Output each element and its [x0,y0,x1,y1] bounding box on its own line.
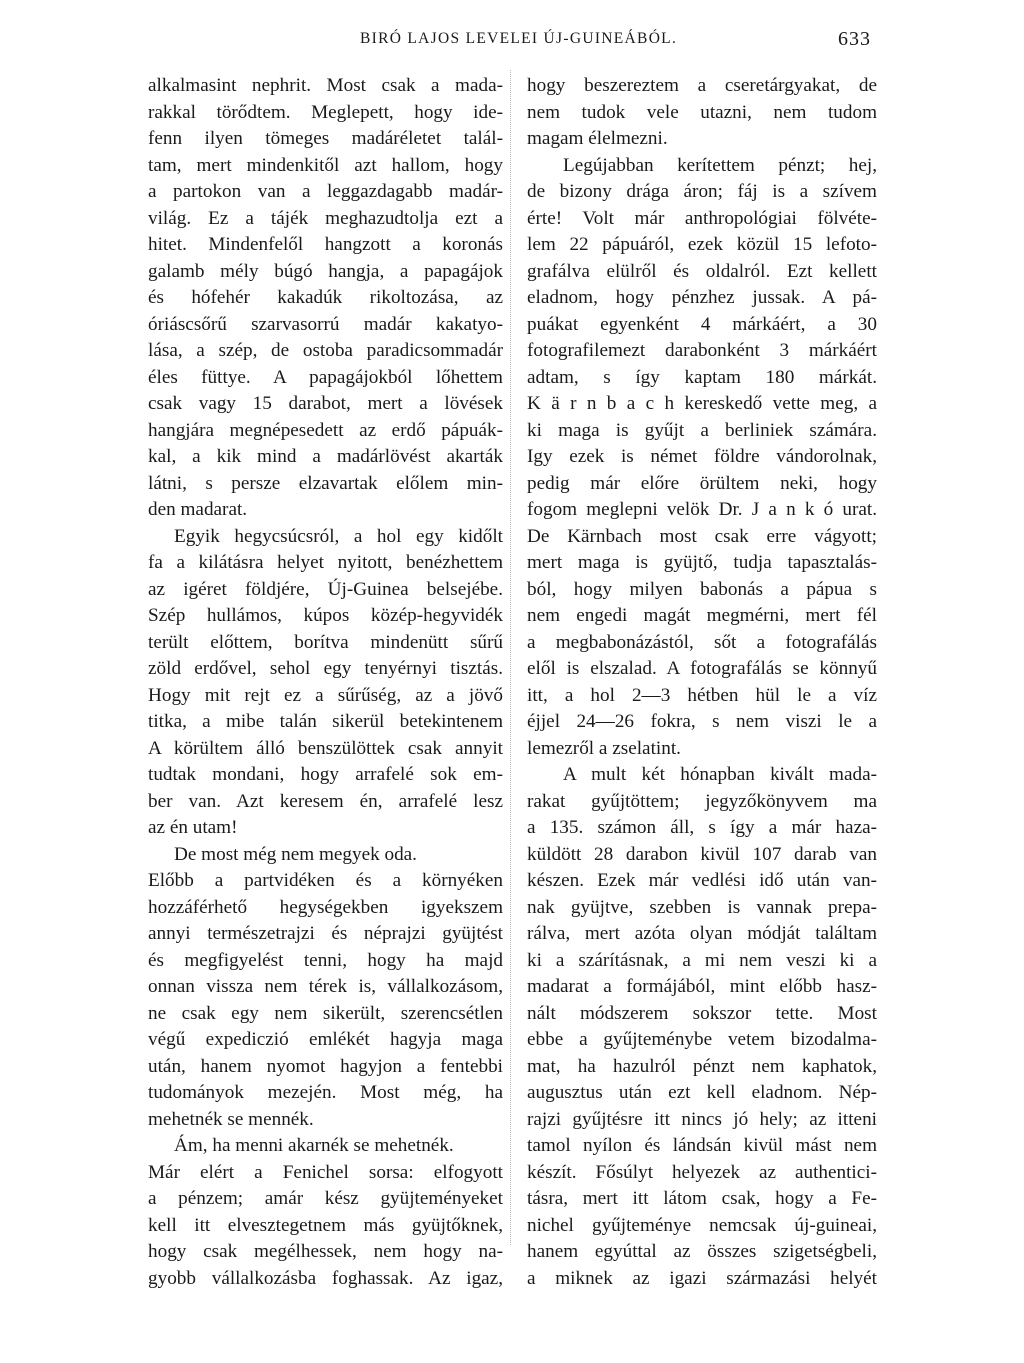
text-line: Legújabban kerítettem pénzt; hej, [563,154,877,176]
text-line: ból, hogy milyen babonás a pápua s [527,578,877,600]
text-line: annyi természetrajzi és néprajzi gyüjtést [148,923,503,944]
text-line: Előbb a partvidéken és a környéken [148,870,503,891]
text-line: elől is elszalad. A fotografálás se könnyű [527,658,877,679]
running-head-title: BIRÓ LAJOS LEVELEI ÚJ-GUINEÁBÓL. [360,30,678,47]
text-line: után, hanem nyomot hagyjon a fentebbi [148,1055,503,1077]
text-line: a miknek az igazi származási helyét [527,1267,877,1289]
running-head [0,30,1024,54]
text-line: hanem egyúttal az összes szigetségbeli, [527,1241,877,1262]
text-line: és hófehér kakadúk rikoltozása, az [148,287,503,308]
text-line: éles füttye. A papagájokból lőhettem [148,366,503,388]
text-line: madarat a formájából, mint előbb hasz- [527,976,877,997]
text-line: A mult két hónapban kivált mada- [563,764,877,785]
text-line: augusztus után ezt kell eladnom. Nép- [527,1082,877,1103]
text-line: végű expediczió emlékét hagyja maga [148,1029,503,1050]
text-line: látni, s persze elzavartak előlem min- [148,472,503,494]
text-line: óriáscsőrű szarvasorrú madár kakatyo- [148,313,503,335]
text-line: eladnom, hogy pénzhez jussak. A pá- [527,287,877,308]
text-line: titka, a mibe talán sikerül betekintenem [148,711,503,732]
text-line: gyobb vállalkozásba foghassak. Az igaz, [148,1267,503,1289]
text-line: érte! Volt már anthropológiai fölvéte- [527,207,877,229]
page-number: 633 [838,28,871,50]
text-line: küldött 28 darabon kivül 107 darab van [527,843,877,865]
text-line: ber van. Azt keresem én, arrafelé lesz [148,790,503,812]
text-line: fogom meglepni velök Dr. J a n k ó urat. [527,499,877,520]
text-line: csak vagy 15 darabot, mert a lövések [148,393,503,414]
text-line: den madarat. [148,499,248,520]
text-line: ebbe a gyűjteménybe vetem bizodalma- [527,1029,877,1050]
text-line: ne csak egy nem sikerült, szerencsétlen [148,1002,503,1024]
text-line: éjjel 24—26 fokra, s nem viszi le a [527,711,877,732]
text-line: hozzáférhető hegységekben igyekszem [148,896,503,918]
text-line: de bizony drága áron; fáj is a szívem [527,181,877,202]
text-line: lemezről a zselatint. [527,737,681,759]
left-column [148,73,503,1292]
column-divider [510,70,512,1245]
text-line: világ. Ez a tájék meghazudtolja ezt a [148,207,503,229]
text-line: terült előttem, borítva mindenütt sűrű [148,631,503,653]
text-line: készen. Ezek már vedlési idő után van- [527,870,877,891]
text-line: mat, ha hazulról pénzt nem kaphatok, [527,1055,877,1077]
text-line: K ä r n b a c h kereskedő vette meg, a [527,393,877,414]
text-line: nem tudok vele utazni, nem tudom [527,101,877,123]
text-line: a partokon van a leggazdagabb madár- [148,181,503,202]
text-line: az én utam! [148,817,238,838]
text-line: adtam, s így kaptam 180 márkát. [527,366,877,388]
text-line: kal, a kik mind a madárlövést akarták [148,446,503,467]
text-line: hangjára megnépesedett az erdő pápuák- [148,419,503,441]
right-column [527,73,877,1292]
text-line: magam élelmezni. [527,128,668,149]
text-line: A körültem álló benszülöttek csak annyit [148,737,503,759]
text-line: mehetnék se mennék. [148,1108,314,1130]
text-line: tudományok mezején. Most még, ha [148,1082,503,1103]
text-line: grafálva elülről és oldalról. Ezt kellett [527,260,877,282]
text-line: hogy beszereztem a cseretárgyakat, de [527,75,877,96]
text-line: itt, a hol 2—3 hétben hül le a víz [527,684,877,706]
text-line: és megfigyelést tenni, hogy ha majd [148,949,503,971]
text-line: nált módszerem sokszor tette. Most [527,1002,877,1024]
text-line: hitet. Mindenfelől hangzott a koronás [148,234,503,255]
text-line: készít. Fősúlyt helyezek az authentici- [527,1161,877,1183]
text-line: tásra, mert itt látom csak, hogy a Fe- [527,1188,877,1209]
text-line: Hogy mit rejt ez a sűrűség, az a jövő [148,684,503,706]
text-line: De Kärnbach most csak erre vágyott; [527,525,877,547]
text-line: Már elért a Fenichel sorsa: elfogyott [148,1161,503,1183]
text-line: kell itt elvesztegetnem más gyüjtőknek, [148,1214,503,1236]
text-line: lása, a szép, de ostoba paradicsommadár [148,340,503,361]
text-line: alkalmasint nephrit. Most csak a mada- [148,75,503,96]
text-line: az igéret földjére, Új-Guinea belsejébe. [148,578,503,600]
text-line: fenn ilyen tömeges madáréletet talál- [148,128,503,149]
text-line: Egyik hegycsúcsról, a hol egy kidőlt [174,525,503,547]
text-line: nichel gyűjteménye nemcsak új-guineai, [527,1214,877,1236]
text-line: fa a kilátásra helyet nyitott, benézhettem [148,552,503,573]
text-line: ki a szárításnak, a mi nem veszi ki a [527,949,877,971]
text-line: a megbabonázástól, sőt a fotografálás [527,631,877,653]
text-line: galamb mély búgó hangja, a papagájok [148,260,503,282]
text-line: puákat egyenként 4 márkáért, a 30 [527,313,877,335]
text-line: rajzi gyűjtésre itt nincs jó hely; az itteni [527,1108,877,1130]
text-line: nem engedi magát megmérni, mert fél [527,605,877,626]
text-line: pedig már előre örültem neki, hogy [527,472,877,494]
text-line: rakat gyűjtöttem; jegyzőkönyvem ma [527,790,877,812]
text-line: a pénzem; amár kész gyüjteményeket [148,1188,503,1209]
text-line: tam, mert mindenkitől azt hallom, hogy [148,154,503,176]
text-line: nak gyüjtve, szebben is vannak prepa- [527,896,877,918]
text-line: fotografilemezt darabonként 3 márkáért [527,340,877,361]
text-line: Szép hullámos, kúpos közép-hegyvidék [148,605,503,626]
text-line: Igy ezek is német földre vándorolnak, [527,446,877,467]
text-line: tamol nyílon és lándsán kivül mást nem [527,1135,877,1156]
text-line: tudtak mondani, hogy arrafelé sok em- [148,764,503,785]
text-line: Ám, ha menni akarnék se mehetnék. [174,1135,454,1156]
text-line: hogy csak megélhessek, nem hogy na- [148,1241,503,1262]
text-line: a 135. számon áll, s így a már haza- [527,817,877,838]
text-line: rakkal törődtem. Meglepett, hogy ide- [148,101,503,123]
text-line: zöld erdővel, sehol egy tenyérnyi tisztás. [148,658,503,679]
text-line: rálva, mert azóta olyan módját találtam [527,923,877,944]
text-line: ki maga is gyűjt a berliniek számára. [527,419,877,441]
text-line: De most még nem megyek oda. [174,843,417,865]
text-line: mert maga is gyüjtő, tudja tapasztalás- [527,552,877,573]
text-line: onnan vissza nem térek is, vállalkozásom, [148,976,503,997]
text-line: lem 22 pápuáról, ezek közül 15 lefoto- [527,234,877,255]
